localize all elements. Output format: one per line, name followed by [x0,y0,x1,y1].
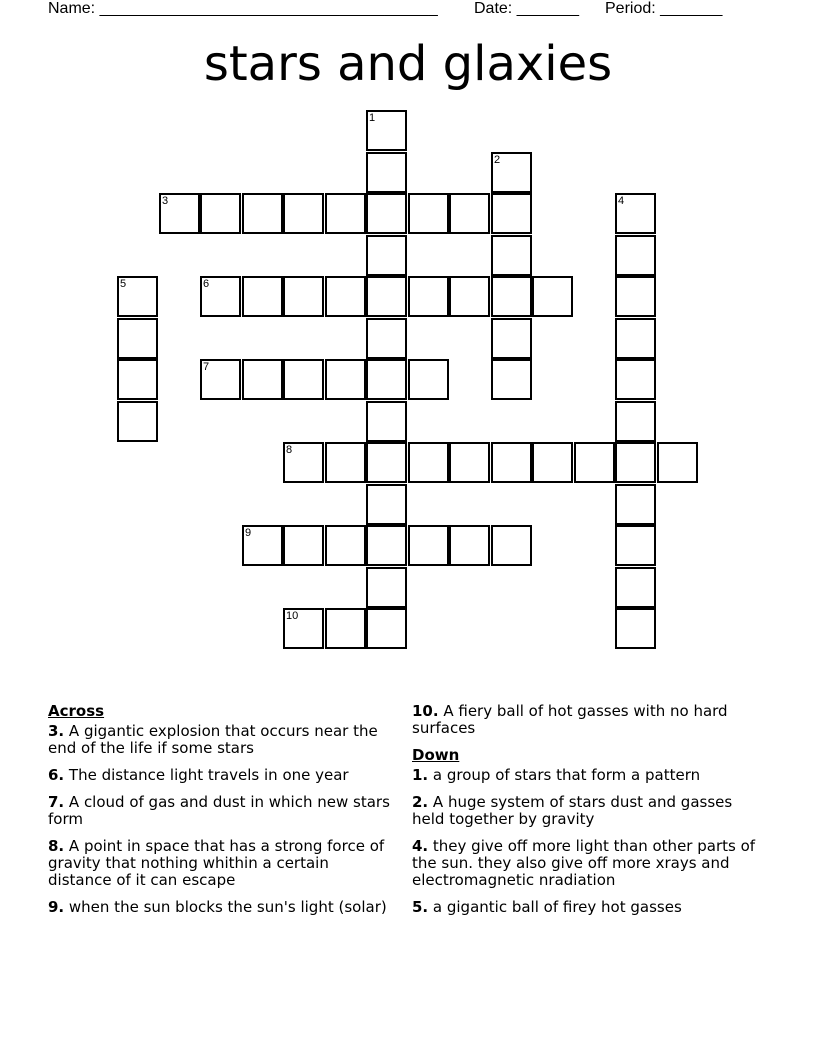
grid-cell[interactable] [615,567,656,608]
grid-cell[interactable] [491,359,532,400]
clue-item [412,703,758,737]
grid-cell[interactable] [408,442,449,483]
grid-cell[interactable] [283,193,324,234]
grid-cell[interactable] [491,318,532,359]
grid-cell[interactable] [615,359,656,400]
clue-text: The distance light travels in one year [64,766,349,784]
grid-cell[interactable] [366,401,407,442]
grid-cell[interactable] [574,442,615,483]
clue-item [48,767,394,784]
grid-cell[interactable] [615,484,656,525]
clue-number-label: 6 [203,278,210,290]
period-field-label: Period: _______ [605,0,723,17]
clue-text: a group of stars that form a pattern [428,766,701,784]
clue-text: A fiery ball of hot gasses with no hard surfaces [412,702,728,737]
grid-cell[interactable] [615,401,656,442]
grid-cell[interactable] [242,276,283,317]
clue-number: 1. [412,766,429,784]
grid-cell[interactable] [532,442,573,483]
grid-cell[interactable] [283,359,324,400]
clue-text: A huge system of stars dust and gasses held together by gravity [412,793,733,828]
grid-cell[interactable] [366,442,407,483]
clue-item [48,838,394,889]
clue-item [412,767,758,784]
grid-cell[interactable] [449,442,490,483]
clue-number: 4. [412,837,429,855]
clue-item [412,899,758,916]
grid-cell[interactable] [615,442,656,483]
clue-number: 8. [48,837,65,855]
clue-number-label: 1 [369,112,376,124]
grid-cell[interactable] [366,608,407,649]
grid-cell[interactable] [491,235,532,276]
clue-text: A point in space that has a strong force of gravity that nothing whithin a certain distance of it can escape [48,837,385,889]
grid-cell[interactable] [366,235,407,276]
grid-cell[interactable] [117,359,158,400]
grid-cell[interactable] [366,152,407,193]
grid-cell[interactable] [615,525,656,566]
grid-cell[interactable] [283,276,324,317]
clue-number: 6. [48,766,65,784]
grid-cell[interactable] [283,525,324,566]
grid-cell[interactable] [408,276,449,317]
grid-cell[interactable] [615,235,656,276]
across-clues [48,703,394,926]
clue-text: A gigantic explosion that occurs near the end of the life if some stars [48,722,378,757]
grid-cell[interactable] [366,567,407,608]
grid-cell[interactable] [200,193,241,234]
clue-number: 7. [48,793,65,811]
clue-text: they give off more light than other parts of the sun. they also give off more xrays and electromagnetic nradiation [412,837,756,889]
grid-cell[interactable] [615,318,656,359]
grid-cell[interactable] [615,276,656,317]
grid-cell[interactable] [325,193,366,234]
down-clues-column [412,703,758,926]
grid-cell[interactable] [366,193,407,234]
grid-cell[interactable] [449,276,490,317]
grid-cell[interactable] [491,442,532,483]
grid-cell[interactable] [117,401,158,442]
clue-number: 3. [48,722,65,740]
grid-cell[interactable] [242,359,283,400]
clue-item [48,899,394,916]
clue-item [48,794,394,828]
clue-number-label: 10 [286,610,299,622]
page-title: stars and glaxies [203,36,613,92]
clue-number: 10. [412,702,439,720]
grid-cell[interactable] [366,276,407,317]
name-field-label: Name: ______________________________________ [48,0,438,17]
grid-cell[interactable] [491,193,532,234]
grid-cell[interactable] [366,525,407,566]
clue-item [48,723,394,757]
down-heading: Down [412,746,460,764]
clue-number: 9. [48,898,65,916]
clue-number: 5. [412,898,429,916]
grid-cell[interactable] [408,193,449,234]
grid-cell[interactable] [408,525,449,566]
clue-number-label: 4 [618,195,625,207]
clue-item [412,794,758,828]
grid-cell[interactable] [491,276,532,317]
clue-number-label: 2 [494,154,501,166]
grid-cell[interactable] [366,318,407,359]
grid-cell[interactable] [366,359,407,400]
across-heading: Across [48,702,105,720]
clue-text: A cloud of gas and dust in which new stars form [48,793,390,828]
grid-cell[interactable] [408,359,449,400]
grid-cell[interactable] [325,359,366,400]
grid-cell[interactable] [491,525,532,566]
grid-cell[interactable] [117,318,158,359]
grid-cell[interactable] [325,608,366,649]
clue-number-label: 5 [120,278,127,290]
grid-cell[interactable] [325,525,366,566]
grid-cell[interactable] [325,442,366,483]
clue-number-label: 8 [286,444,293,456]
grid-cell[interactable] [449,525,490,566]
grid-cell[interactable] [325,276,366,317]
clue-item [412,838,758,889]
clue-number-label: 3 [162,195,169,207]
clue-number-label: 9 [245,527,252,539]
grid-cell[interactable] [242,193,283,234]
grid-cell[interactable] [615,608,656,649]
grid-cell[interactable] [449,193,490,234]
grid-cell[interactable] [532,276,573,317]
clue-text: when the sun blocks the sun's light (solar) [64,898,387,916]
clue-number-label: 7 [203,361,210,373]
clue-text: a gigantic ball of firey hot gasses [428,898,682,916]
date-field-label: Date: _______ [474,0,579,17]
grid-cell[interactable] [366,484,407,525]
clue-number: 2. [412,793,429,811]
grid-cell[interactable] [657,442,698,483]
